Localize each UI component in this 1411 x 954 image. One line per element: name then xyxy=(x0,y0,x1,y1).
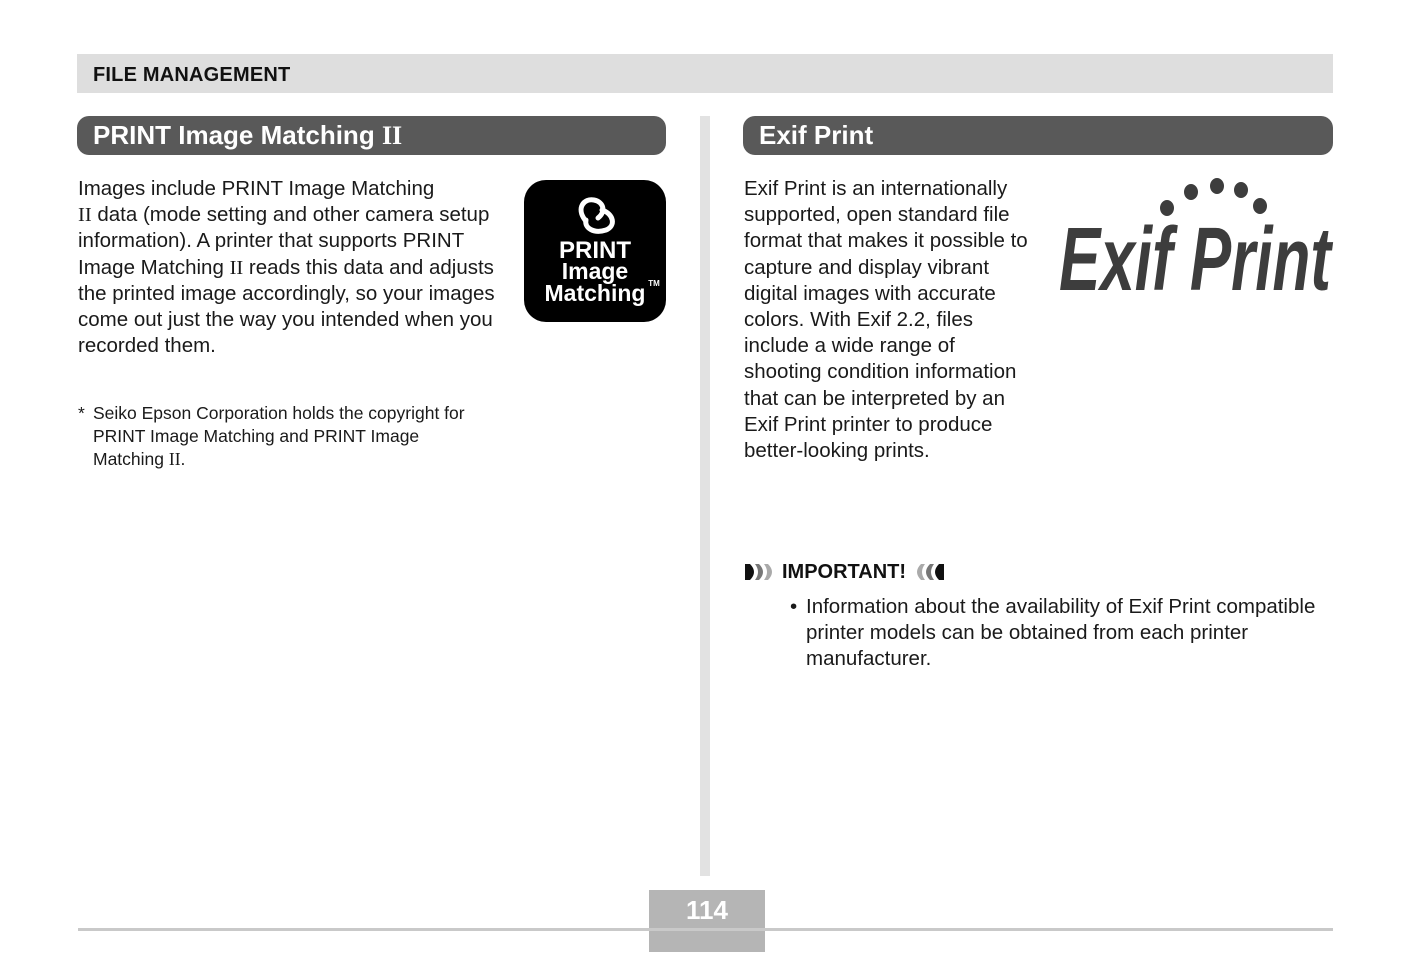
linked-rings-icon xyxy=(524,180,666,322)
note-marker: * xyxy=(78,403,85,423)
important-heading xyxy=(744,560,945,584)
important-label: IMPORTANT! xyxy=(782,560,907,583)
bullet-marker: • xyxy=(790,595,798,618)
print-image-matching-logo xyxy=(524,180,666,322)
logo-line-print: PRINT xyxy=(559,237,631,264)
section-header-title: FILE MANAGEMENT xyxy=(93,64,291,86)
heading-bar-print-image-matching xyxy=(77,116,666,155)
bullet-text: Information about the availability of Exif Print compatible printer models can be obtained from each printer manufacturer. xyxy=(806,595,1316,671)
print-image-matching-paragraph: Images include PRINT Image Matching II data (mode setting and other camera setup information). A printer that supports PRINT Image Matching II reads this data and adjusts the printed image accordingly, so your images come out just the way you intended when you recorded them. xyxy=(78,177,495,358)
arrow-right-icon xyxy=(744,562,776,582)
heading-exif-print: Exif Print xyxy=(759,120,874,150)
exif-print-logo xyxy=(1055,178,1335,298)
heading-bar-exif-print xyxy=(743,116,1333,155)
column-divider xyxy=(700,116,710,876)
page-number: 114 xyxy=(686,895,728,925)
dots-arc-icon xyxy=(1055,178,1335,298)
arrow-left-icon xyxy=(913,562,945,582)
copyright-note: * Seiko Epson Corporation holds the copyright for PRINT Image Matching and PRINT Image Matching II. xyxy=(78,403,465,469)
logo-line-matching: Matching xyxy=(544,280,646,306)
page-header-bar xyxy=(77,54,1333,93)
heading-print-image-matching: PRINT Image Matching II xyxy=(93,120,403,150)
page-number-box xyxy=(649,890,765,952)
exif-logo-text: Exif Print xyxy=(1059,210,1334,298)
exif-print-paragraph: Exif Print is an internationally supported, open standard file format that makes it possible to capture and display vibrant digital images with accurate colors. With Exif 2.2, files include a wide range of shooting condition information that can be interpreted by an Exif Print printer to produce better-looking prints. xyxy=(744,177,1028,463)
important-bullet-list xyxy=(790,594,1335,673)
list-item xyxy=(790,594,1335,673)
logo-line-image: Image xyxy=(561,258,629,284)
logo-trademark: TM xyxy=(648,279,660,288)
